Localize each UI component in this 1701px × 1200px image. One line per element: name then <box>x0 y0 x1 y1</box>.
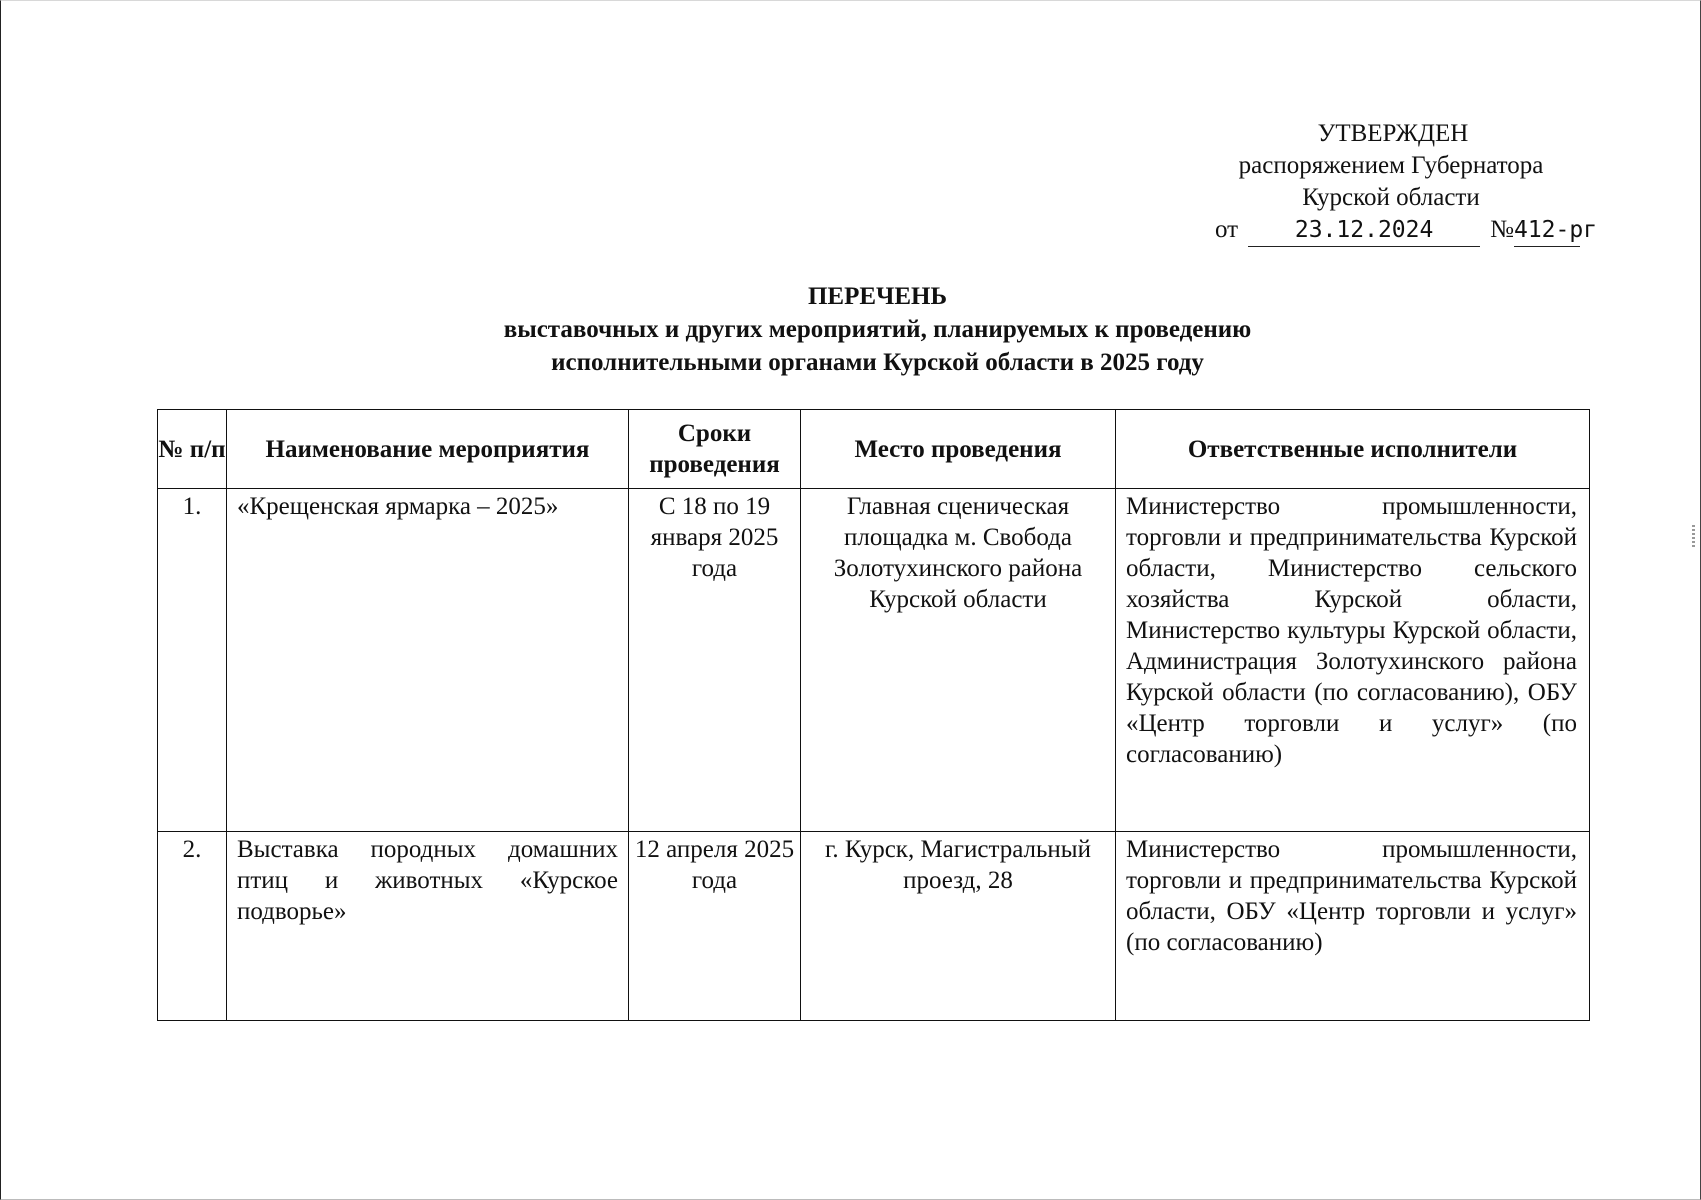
approval-number: 412-рг <box>1514 214 1580 247</box>
row-dates: С 18 по 19 января 2025 года <box>650 493 779 582</box>
table-row <box>158 832 1590 1021</box>
header-responsible: Ответственные исполнители <box>1116 410 1590 489</box>
row-dates: 12 апреля 2025 года <box>634 836 795 894</box>
table-row <box>158 489 1590 832</box>
title-heading: ПЕРЕЧЕНЬ <box>807 283 948 310</box>
header-name: Наименование мероприятия <box>227 410 629 489</box>
row-num: 2. <box>182 836 202 863</box>
row-responsible: Министерство промышленности, торговли и предпринимательства Курской области, ОБУ «Центр торговли и услуг» (по согласованию) <box>1126 836 1577 956</box>
row-event-name: «Крещенская ярмарка – 2025» <box>237 493 559 520</box>
number-sign: № <box>1490 216 1514 243</box>
approval-stamp <box>1205 118 1625 214</box>
approval-line-2: распоряжением Губернатора <box>1238 152 1544 179</box>
approval-line-3: Курской области <box>1302 184 1480 211</box>
approved-label: УТВЕРЖДЕН <box>1317 120 1469 147</box>
title-line-2: выставочных и других мероприятий, планируемых к проведению <box>503 316 1252 343</box>
header-num: № п/п <box>158 410 227 489</box>
header-place: Место проведения <box>801 410 1116 489</box>
document-title <box>160 280 1595 379</box>
date-prefix: от <box>1215 216 1239 243</box>
approval-date: 23.12.2024 <box>1248 214 1480 247</box>
row-responsible: Министерство промышленности, торговли и предпринимательства Курской области, Министерство сельского хозяйства Курской области, Министерство культуры Курской области, Администрация Золотухинского района Курской области (по согласованию), ОБУ «Центр торговли и услуг» (по согласованию) <box>1126 493 1577 768</box>
row-place: г. Курск, Магистральный проезд, 28 <box>824 836 1091 894</box>
scan-artifact <box>1692 525 1695 547</box>
table-header-row <box>158 410 1590 489</box>
title-line-3: исполнительными органами Курской области в 2025 году <box>551 349 1204 376</box>
events-table <box>157 409 1590 1021</box>
header-dates: Сроки проведения <box>629 410 801 489</box>
row-place: Главная сценическая площадка м. Свобода Золотухинского района Курской области <box>833 493 1083 613</box>
row-event-name: Выставка породных домашних птиц и животных «Курское подворье» <box>237 836 618 925</box>
row-num: 1. <box>182 493 202 520</box>
approval-date-row <box>1215 214 1598 247</box>
